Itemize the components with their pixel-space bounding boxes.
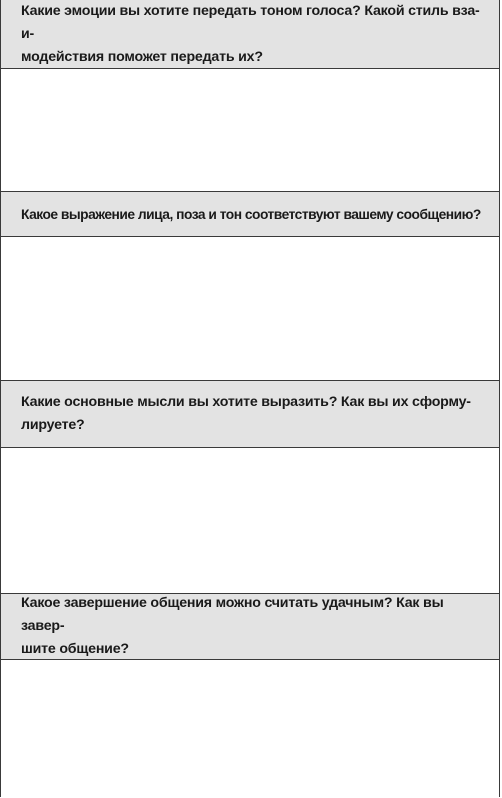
answer-space-1[interactable] (1, 69, 499, 191)
question-header-1 (1, 0, 499, 69)
question-text-1: Какие эмоции вы хотите передать тоном голоса? Какой стиль взаи- модействия поможет передать их? (21, 2, 480, 65)
question-header-4 (1, 593, 499, 660)
question-text-3: Какие основные мысли вы хотите выразить? Как вы их сформу- лируете? (21, 394, 471, 433)
question-header-2 (1, 191, 499, 237)
answer-space-2[interactable] (1, 237, 499, 380)
question-text-2: Какое выражение лица, поза и тон соответствуют вашему сообщению? (21, 206, 481, 222)
answer-space-4[interactable] (1, 660, 499, 797)
question-header-3 (1, 380, 499, 448)
question-text-4: Какое завершение общения можно считать удачным? Как вы завер- шите общение? (21, 595, 444, 657)
answer-space-3[interactable] (1, 448, 499, 593)
